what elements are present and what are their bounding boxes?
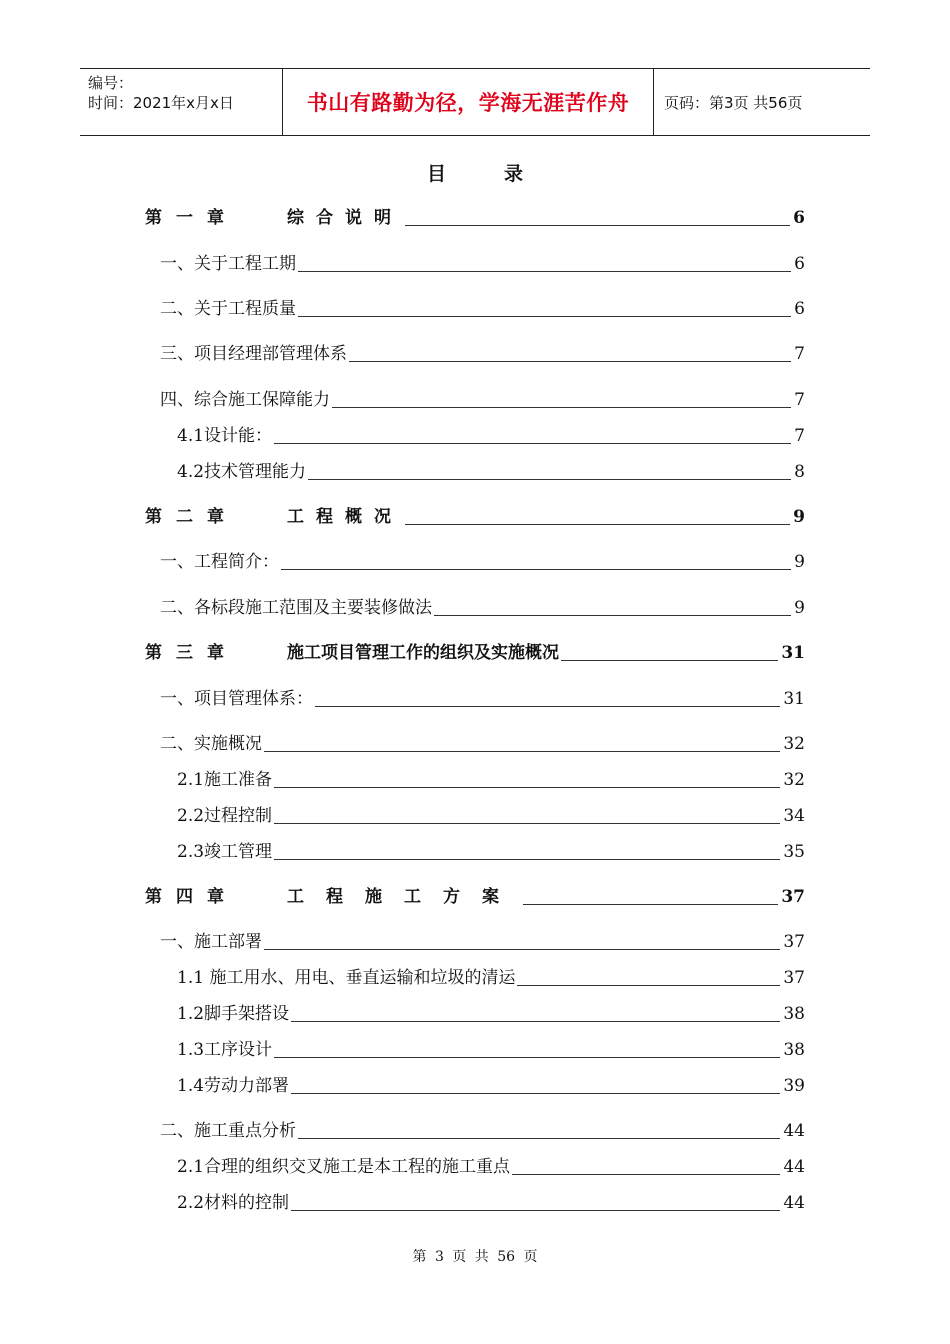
toc-entry[interactable] xyxy=(160,296,805,320)
toc-leader xyxy=(512,1173,780,1175)
page-footer: 第 3 页 共 56 页 xyxy=(412,1249,538,1265)
toc-page-number: 6 xyxy=(794,254,805,274)
toc-leader xyxy=(264,948,780,950)
toc-entry-label: 三、项目经理部管理体系 xyxy=(160,344,347,364)
toc-page-number: 37 xyxy=(781,887,805,907)
toc-entry-label: 一、施工部署 xyxy=(160,932,262,952)
toc-page-number: 6 xyxy=(794,299,805,319)
toc-page-number: 32 xyxy=(783,770,805,790)
toc-entry-label: 2.1施工准备 xyxy=(177,770,273,790)
toc-leader xyxy=(332,406,791,408)
toc-leader xyxy=(291,1209,780,1211)
toc-entry[interactable] xyxy=(160,1118,805,1142)
toc-page-number: 7 xyxy=(794,344,805,364)
toc-chapter-4[interactable] xyxy=(145,884,805,908)
toc-page-number: 38 xyxy=(783,1004,805,1024)
toc-leader xyxy=(298,270,791,272)
toc-leader xyxy=(405,523,790,525)
toc-entry-label: 1.3工序设计 xyxy=(177,1040,273,1060)
toc-entry-label: 二、各标段施工范围及主要装修做法 xyxy=(160,598,432,618)
toc-subentry[interactable] xyxy=(177,423,805,447)
toc-chapter-3[interactable] xyxy=(145,640,805,664)
toc-entry-label: 2.1合理的组织交叉施工是本工程的施工重点 xyxy=(177,1157,511,1177)
toc-chapter-title: 工程施工方案 xyxy=(287,887,521,907)
toc-leader xyxy=(291,1020,780,1022)
toc-page-number: 44 xyxy=(783,1157,805,1177)
toc-chapter-number: 第三章 xyxy=(145,643,238,663)
toc-leader xyxy=(274,1056,780,1058)
toc-page-number: 7 xyxy=(794,426,805,446)
toc-page-number: 8 xyxy=(794,462,805,482)
toc-chapter-number: 第一章 xyxy=(145,208,238,228)
toc-entry-label: 一、关于工程工期 xyxy=(160,254,296,274)
toc-page-number: 44 xyxy=(783,1193,805,1213)
toc-page-number: 31 xyxy=(783,689,805,709)
toc-entry[interactable] xyxy=(160,549,805,573)
toc-page-number: 9 xyxy=(794,552,805,572)
page-header xyxy=(80,68,870,136)
toc-leader xyxy=(274,858,780,860)
toc-entry-label: 二、施工重点分析 xyxy=(160,1121,296,1141)
toc-page-number: 44 xyxy=(783,1121,805,1141)
toc-chapter-number: 第二章 xyxy=(145,507,238,527)
document-number-label: 编号： xyxy=(88,74,134,92)
toc-page-number: 9 xyxy=(794,598,805,618)
toc-chapter-2[interactable] xyxy=(145,504,805,528)
toc-subentry[interactable] xyxy=(177,459,805,483)
toc-entry-label: 2.2过程控制 xyxy=(177,806,273,826)
toc-entry[interactable] xyxy=(160,595,805,619)
toc-entry-label: 一、工程简介： xyxy=(160,552,279,572)
toc-leader xyxy=(298,1137,780,1139)
toc-leader xyxy=(281,568,791,570)
toc-entry-label: 二、实施概况 xyxy=(160,734,262,754)
toc-page-number: 32 xyxy=(783,734,805,754)
header-motto-cell xyxy=(282,69,654,135)
toc-subentry[interactable] xyxy=(177,1073,805,1097)
toc-entry-label: 4.1设计能： xyxy=(177,426,273,446)
toc-chapter-title: 综合说明 xyxy=(287,208,403,228)
toc-leader xyxy=(523,903,778,905)
toc-leader xyxy=(291,1092,780,1094)
toc-leader xyxy=(561,659,778,661)
toc-page-number: 34 xyxy=(783,806,805,826)
toc-entry-label: 四、综合施工保障能力 xyxy=(160,390,330,410)
toc-subentry[interactable] xyxy=(177,767,805,791)
toc-chapter-title: 工程概况 xyxy=(287,507,403,527)
header-page-cell xyxy=(654,69,870,135)
toc-subentry[interactable] xyxy=(177,1001,805,1025)
toc-leader xyxy=(315,705,780,707)
toc-entry[interactable] xyxy=(160,341,805,365)
toc-entry-label: 2.2材料的控制 xyxy=(177,1193,290,1213)
toc-entry[interactable] xyxy=(160,731,805,755)
toc-leader xyxy=(517,984,780,986)
toc-page-number: 31 xyxy=(781,643,805,663)
toc-entry-label: 1.4劳动力部署 xyxy=(177,1076,290,1096)
toc-leader xyxy=(274,786,780,788)
toc-page-number: 7 xyxy=(794,390,805,410)
toc-leader xyxy=(298,315,791,317)
toc-page-number: 9 xyxy=(793,507,805,527)
toc-subentry[interactable] xyxy=(177,803,805,827)
toc-leader xyxy=(274,822,780,824)
toc-subentry[interactable] xyxy=(177,1154,805,1178)
toc-entry-label: 二、关于工程质量 xyxy=(160,299,296,319)
toc-leader xyxy=(308,478,791,480)
toc-title: 目录 xyxy=(426,163,581,185)
toc-entry[interactable] xyxy=(160,251,805,275)
toc-entry-label: 1.2脚手架搭设 xyxy=(177,1004,290,1024)
toc-entry-label: 1.1 施工用水、用电、垂直运输和垃圾的清运 xyxy=(177,968,516,988)
toc-leader xyxy=(349,360,791,362)
toc-entry[interactable] xyxy=(160,387,805,411)
header-meta xyxy=(80,69,282,135)
toc-chapter-title: 施工项目管理工作的组织及实施概况 xyxy=(287,643,559,663)
toc-leader xyxy=(264,750,780,752)
toc-entry-label: 2.3竣工管理 xyxy=(177,842,273,862)
toc-entry-label: 一、项目管理体系： xyxy=(160,689,313,709)
toc-leader xyxy=(274,442,791,444)
header-motto: 书山有路勤为径，学海无涯苦作舟 xyxy=(306,91,630,115)
toc-chapter-number: 第四章 xyxy=(145,887,238,907)
toc-leader xyxy=(405,224,790,226)
toc-leader xyxy=(434,614,791,616)
toc-page-number: 6 xyxy=(793,208,805,228)
toc-subentry[interactable] xyxy=(177,1037,805,1061)
header-page-label: 页码：第3页 共56页 xyxy=(664,93,803,112)
toc-page-number: 35 xyxy=(783,842,805,862)
toc-entry-label: 4.2技术管理能力 xyxy=(177,462,307,482)
toc-entry[interactable] xyxy=(160,686,805,710)
toc-page-number: 37 xyxy=(783,968,805,988)
toc-page-number: 38 xyxy=(783,1040,805,1060)
toc-page-number: 37 xyxy=(783,932,805,952)
toc-page-number: 39 xyxy=(783,1076,805,1096)
toc-subentry[interactable] xyxy=(177,965,805,989)
toc-subentry[interactable] xyxy=(177,1190,805,1214)
toc-entry[interactable] xyxy=(160,929,805,953)
toc-chapter-1[interactable] xyxy=(145,205,805,229)
document-time-label: 时间：2021年x月x日 xyxy=(88,94,234,112)
toc-subentry[interactable] xyxy=(177,839,805,863)
